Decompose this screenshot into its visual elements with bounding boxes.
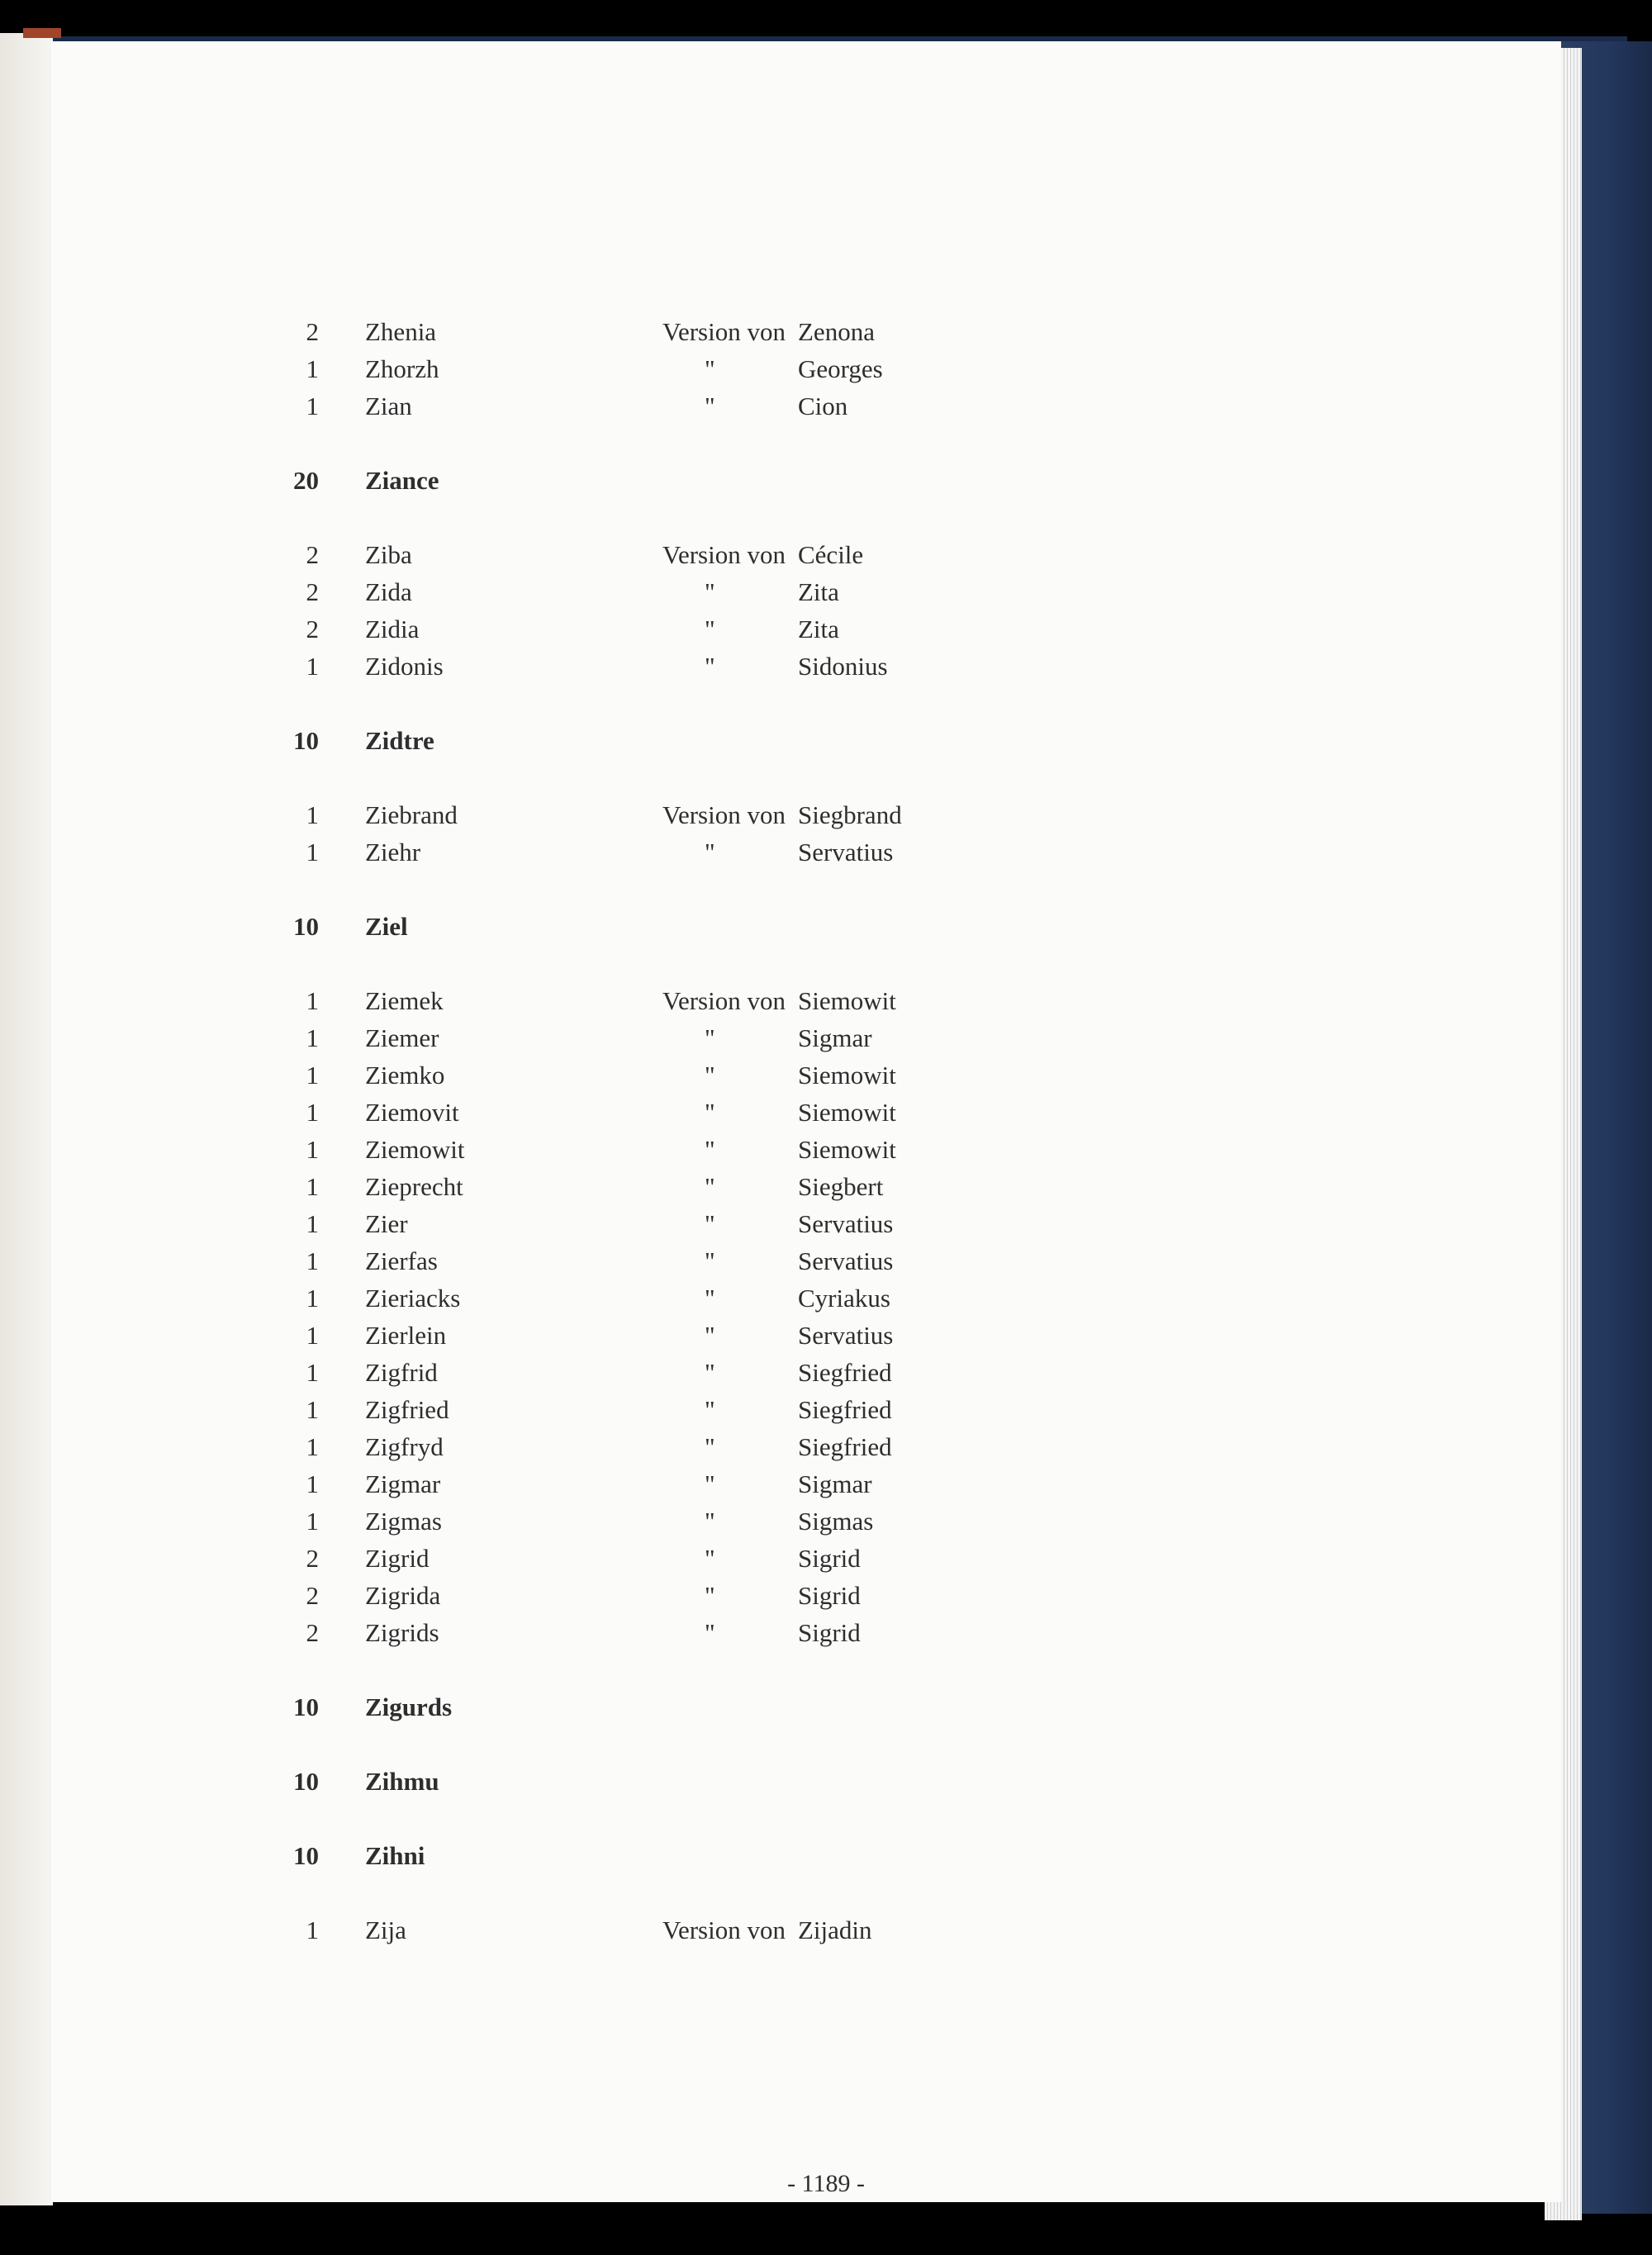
ditto-mark: "	[705, 1284, 715, 1313]
version-of-name: Siemowit	[798, 1098, 896, 1127]
entry-count: 1	[306, 838, 319, 866]
entry-count: 1	[306, 1395, 319, 1424]
entry-count: 1	[306, 1172, 319, 1201]
entry-name: Zigurds	[365, 1692, 453, 1721]
entry-count: 1	[306, 1284, 319, 1313]
version-of-name: Siegbert	[798, 1172, 884, 1201]
entry-count: 1	[306, 652, 319, 681]
entry-count: 10	[293, 726, 319, 755]
version-of-name: Sigrid	[798, 1618, 861, 1647]
version-label: Version von	[662, 1916, 786, 1944]
entry-name: Zigfried	[365, 1395, 449, 1424]
entry-name: Ziemer	[365, 1023, 439, 1052]
version-of-name: Siegbrand	[798, 800, 902, 829]
version-of-name: Georges	[798, 354, 883, 383]
ditto-mark: "	[705, 838, 715, 866]
entry-name: Zhenia	[365, 317, 437, 346]
entry-count: 2	[306, 1581, 319, 1610]
entry-name: Zian	[365, 392, 412, 420]
entry-count: 10	[293, 912, 319, 941]
entry-name: Zieriacks	[365, 1284, 461, 1313]
version-of-name: Zita	[798, 577, 839, 606]
ditto-mark: "	[705, 577, 715, 606]
entry-count: 1	[306, 1135, 319, 1164]
entry-name: Ziance	[365, 466, 439, 495]
version-label: Version von	[662, 800, 786, 829]
entry-name: Ziemek	[365, 986, 444, 1015]
entry-name: Zida	[365, 577, 412, 606]
entry-name: Ziemko	[365, 1061, 445, 1090]
version-of-name: Zijadin	[798, 1916, 872, 1944]
entry-count: 10	[293, 1767, 319, 1796]
entry-name: Ziemowit	[365, 1135, 465, 1164]
entry-count: 1	[306, 1246, 319, 1275]
ditto-mark: "	[705, 1581, 715, 1610]
entry-count: 1	[306, 1469, 319, 1498]
ditto-mark: "	[705, 354, 715, 383]
entry-count: 1	[306, 354, 319, 383]
ditto-mark: "	[705, 1358, 715, 1387]
entry-count: 10	[293, 1841, 319, 1870]
ditto-mark: "	[705, 1544, 715, 1573]
version-of-name: Sigmar	[798, 1023, 872, 1052]
ditto-mark: "	[705, 1172, 715, 1201]
entry-count: 1	[306, 1098, 319, 1127]
version-of-name: Cécile	[798, 540, 864, 569]
entry-name: Zidtre	[365, 726, 434, 755]
ditto-mark: "	[705, 652, 715, 681]
entry-name: Zigfrid	[365, 1358, 438, 1387]
entry-count: 2	[306, 577, 319, 606]
version-of-name: Cyriakus	[798, 1284, 890, 1313]
binding-mark	[23, 28, 61, 38]
version-of-name: Siemowit	[798, 1135, 896, 1164]
ditto-mark: "	[705, 1135, 715, 1164]
version-of-name: Sigmar	[798, 1469, 872, 1498]
ditto-mark: "	[705, 1098, 715, 1127]
entry-name: Zija	[365, 1916, 406, 1944]
version-of-name: Sigrid	[798, 1581, 861, 1610]
entry-count: 1	[306, 1358, 319, 1387]
version-of-name: Sigmas	[798, 1507, 874, 1536]
entry-count: 1	[306, 1061, 319, 1090]
entry-name: Zigmas	[365, 1507, 442, 1536]
entry-name: Zidia	[365, 615, 420, 643]
entry-count: 2	[306, 317, 319, 346]
ditto-mark: "	[705, 1395, 715, 1424]
entry-name: Ziba	[365, 540, 412, 569]
version-of-name: Servatius	[798, 1246, 894, 1275]
entry-count: 1	[306, 1507, 319, 1536]
version-of-name: Siemowit	[798, 1061, 896, 1090]
entry-name: Zigrids	[365, 1618, 439, 1647]
entry-name: Ziel	[365, 912, 408, 941]
entry-name: Zhorzh	[365, 354, 439, 383]
entry-name: Zigrid	[365, 1544, 430, 1573]
entry-count: 1	[306, 1209, 319, 1238]
entry-name: Zigfryd	[365, 1432, 444, 1461]
ditto-mark: "	[705, 1432, 715, 1461]
entry-count: 10	[293, 1692, 319, 1721]
entry-name: Zierlein	[365, 1321, 447, 1350]
version-of-name: Sigrid	[798, 1544, 861, 1573]
entry-count: 1	[306, 1432, 319, 1461]
entry-name: Zihmu	[365, 1767, 439, 1796]
entry-name: Ziehr	[365, 838, 421, 866]
ditto-mark: "	[705, 1023, 715, 1052]
entry-count: 2	[306, 615, 319, 643]
version-of-name: Sidonius	[798, 652, 888, 681]
entry-name: Ziemovit	[365, 1098, 459, 1127]
entry-count: 1	[306, 800, 319, 829]
version-label: Version von	[662, 317, 786, 346]
entry-name: Zidonis	[365, 652, 444, 681]
entry-count: 2	[306, 1618, 319, 1647]
version-of-name: Siegfried	[798, 1358, 892, 1387]
entry-count: 1	[306, 392, 319, 420]
facing-page-edge	[0, 33, 53, 2205]
ditto-mark: "	[705, 1469, 715, 1498]
version-label: Version von	[662, 540, 786, 569]
entry-name: Zihni	[365, 1841, 425, 1870]
entry-count: 20	[293, 466, 319, 495]
version-label: Version von	[662, 986, 786, 1015]
ditto-mark: "	[705, 1246, 715, 1275]
version-of-name: Servatius	[798, 838, 894, 866]
ditto-mark: "	[705, 1209, 715, 1238]
version-of-name: Siegfried	[798, 1432, 892, 1461]
entry-count: 1	[306, 986, 319, 1015]
entry-count: 1	[306, 1321, 319, 1350]
entry-count: 1	[306, 1916, 319, 1944]
version-of-name: Siegfried	[798, 1395, 892, 1424]
ditto-mark: "	[705, 1321, 715, 1350]
entry-count: 1	[306, 1023, 319, 1052]
version-of-name: Zita	[798, 615, 839, 643]
page-number: - 1189 -	[787, 2170, 865, 2197]
entry-name: Zieprecht	[365, 1172, 463, 1201]
version-of-name: Servatius	[798, 1209, 894, 1238]
entry-count: 2	[306, 540, 319, 569]
version-of-name: Zenona	[798, 317, 875, 346]
ditto-mark: "	[705, 392, 715, 420]
entry-name: Zierfas	[365, 1246, 438, 1275]
entry-name: Zigmar	[365, 1469, 441, 1498]
ditto-mark: "	[705, 1618, 715, 1647]
entry-name: Ziebrand	[365, 800, 458, 829]
version-of-name: Cion	[798, 392, 848, 420]
ditto-mark: "	[705, 615, 715, 643]
version-of-name: Siemowit	[798, 986, 896, 1015]
version-of-name: Servatius	[798, 1321, 894, 1350]
entry-name: Zigrida	[365, 1581, 441, 1610]
entry-count: 2	[306, 1544, 319, 1573]
ditto-mark: "	[705, 1061, 715, 1090]
entry-name: Zier	[365, 1209, 408, 1238]
ditto-mark: "	[705, 1507, 715, 1536]
